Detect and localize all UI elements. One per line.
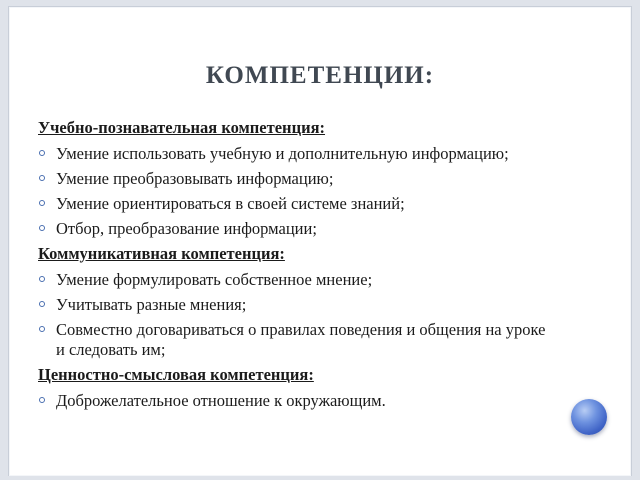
bullet-icon	[39, 326, 45, 332]
section-heading-value: Ценностно-смысловая компетенция:	[38, 365, 314, 384]
list-item: Отбор, преобразование информации;	[38, 219, 558, 239]
list-item: Умение использовать учебную и дополнительную информацию;	[38, 144, 558, 164]
section-heading-communicative: Коммуникативная компетенция:	[38, 244, 285, 263]
bullet-icon	[39, 175, 45, 181]
list-item: Совместно договариваться о правилах поведения и общения на уроке и следовать им;	[38, 320, 558, 360]
bullet-icon	[39, 200, 45, 206]
list-item: Умение ориентироваться в своей системе знаний;	[38, 194, 558, 214]
bullet-icon	[39, 225, 45, 231]
list-item: Умение формулировать собственное мнение;	[38, 270, 558, 290]
bullet-icon	[39, 397, 45, 403]
bullet-icon	[39, 301, 45, 307]
navigation-orb-icon[interactable]	[571, 399, 607, 435]
section-heading-learning: Учебно-познавательная компетенция:	[38, 118, 326, 137]
slide-title: КОМПЕТЕНЦИИ:	[205, 62, 435, 89]
list-item: Учитывать разные мнения;	[38, 295, 558, 315]
section-list-learning	[38, 144, 558, 239]
section-list-value	[38, 391, 558, 411]
slide-content	[38, 118, 558, 416]
bullet-icon	[39, 276, 45, 282]
bullet-icon	[39, 150, 45, 156]
list-item: Умение преобразовывать информацию;	[38, 169, 558, 189]
section-list-communicative	[38, 270, 558, 360]
list-item: Доброжелательное отношение к окружающим.	[38, 391, 558, 411]
